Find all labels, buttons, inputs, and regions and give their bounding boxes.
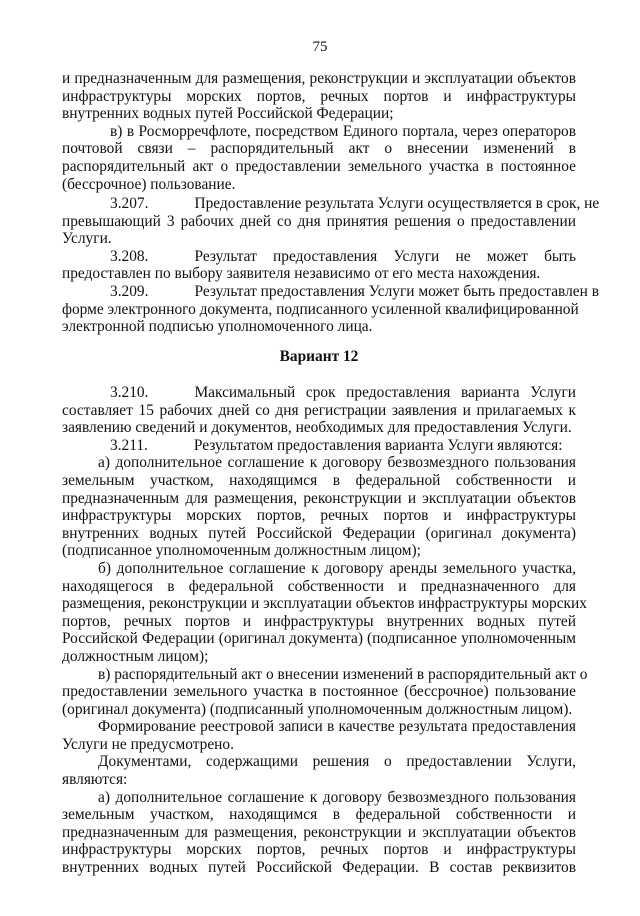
text-line: [62, 718, 576, 736]
line-text: являются:: [62, 771, 128, 789]
text-line: [62, 701, 576, 719]
text-line: [62, 437, 576, 455]
text-line: [62, 384, 576, 402]
line-text: почтовой связи – распорядительный акт о внесении изменений в: [62, 140, 576, 158]
text-line: [62, 841, 576, 859]
text-block-3: [62, 384, 588, 877]
text-line: [62, 105, 576, 123]
clause-number: 3.208.: [110, 247, 149, 265]
text-line: [62, 665, 588, 684]
line-text: Документами, содержащими решения о предоставлении Услуги,: [98, 753, 576, 771]
line-text: предназначенным для размещения, реконструкции и эксплуатации объектов: [62, 823, 576, 841]
line-text: Результат предоставления Услуги не может быть: [194, 247, 576, 265]
text-line: [62, 158, 576, 176]
line-text: электронной подписью уполномоченного лица.: [62, 318, 373, 336]
text-line: [62, 318, 576, 336]
line-text: Услуги.: [62, 230, 112, 248]
text-block-1: [62, 70, 576, 193]
clause-number: 3.211.: [110, 436, 148, 454]
line-text: Услуги не предусмотрено.: [62, 735, 234, 753]
line-text: а) дополнительное соглашение к договору безвозмездного пользования: [98, 454, 576, 472]
line-text: земельным участком, находящимся в федеральной собственности и: [62, 806, 576, 824]
clause-number: 3.210.: [110, 384, 149, 401]
text-line: [62, 419, 576, 437]
line-text: Формирование реестровой записи в качестве результата предоставления: [98, 718, 576, 736]
text-line: [62, 806, 576, 824]
line-text: должностным лицом);: [62, 647, 209, 665]
line-text: Максимальный срок предоставления варианта Услуги: [194, 384, 576, 401]
line-text: Результатом предоставления варианта Услуги являются:: [193, 436, 563, 454]
line-text: предназначенным для размещения, реконструкции и эксплуатации объектов: [62, 489, 576, 507]
line-text: Российской Федерации (оригинал документа) (подписанное уполномоченным: [62, 630, 576, 648]
text-line: [62, 683, 576, 701]
line-text: Результат предоставления Услуги может быть предоставлен в: [194, 282, 599, 300]
text-line: [62, 595, 587, 613]
text-line: [62, 525, 576, 543]
text-line: [62, 123, 576, 141]
clause-number: 3.207.: [110, 195, 149, 212]
line-text: (подписанное уполномоченным должностным лицом);: [62, 542, 421, 560]
text-line: [62, 88, 576, 106]
text-line: [62, 630, 576, 648]
line-text: (оригинал документа) (подписанный уполномоченным должностным лицом).: [62, 700, 573, 718]
text-line: [62, 859, 576, 877]
text-line: [62, 402, 576, 420]
line-text: портов, речных портов и инфраструктуры внутренних водных путей: [62, 612, 576, 630]
text-line: [62, 736, 576, 754]
line-text: предоставлении земельного участка в постоянное (бессрочное) пользование: [62, 683, 576, 701]
line-text: находящегося в федеральной собственности и предназначенного для: [62, 577, 576, 595]
text-line: [62, 195, 600, 213]
text-line: [62, 507, 576, 525]
text-line: [62, 213, 576, 231]
line-text: внутренних водных путей Российской Федерации. В состав реквизитов: [62, 859, 576, 877]
line-text: в) распорядительный акт о внесении изменений в распорядительный акт о: [98, 665, 588, 683]
line-text: инфраструктуры морских портов, речных портов и инфраструктуры: [62, 87, 576, 105]
line-text: внутренних водных путей Российской Федерации (оригинал документа): [62, 524, 576, 542]
line-text: размещения, реконструкции и эксплуатации объектов инфраструктуры морских: [62, 595, 587, 613]
text-line: [62, 753, 576, 771]
text-line: [62, 300, 579, 319]
text-line: [62, 140, 576, 158]
line-text: распорядительный акт о предоставлении земельного участка в постоянное: [62, 157, 576, 175]
text-line: [62, 789, 576, 807]
line-text: земельным участком, находящимся в федеральной собственности и: [62, 471, 576, 489]
clause-number: 3.209.: [110, 282, 149, 300]
text-line: [62, 70, 576, 88]
text-line: [62, 472, 576, 490]
line-text: заявлению сведений и документов, необходимых для предоставления Услуги.: [62, 419, 572, 437]
line-text: (бессрочное) пользование.: [62, 175, 236, 193]
text-line: [62, 648, 576, 666]
line-text: Предоставление результата Услуги осуществляется в срок, не: [194, 195, 600, 212]
text-line: [62, 248, 576, 266]
text-line: [62, 613, 576, 631]
text-line: [62, 578, 576, 596]
text-line: [62, 824, 576, 842]
line-text: составляет 15 рабочих дней со дня регистрации заявления и прилагаемых к: [62, 401, 576, 419]
text-line: [62, 490, 576, 508]
page-number: 75: [312, 39, 328, 55]
line-text: превышающий 3 рабочих дней со дня принятия решения о предоставлении: [62, 212, 576, 230]
line-text: инфраструктуры морских портов, речных портов и инфраструктуры: [62, 507, 576, 525]
line-text: а) дополнительное соглашение к договору безвозмездного пользования: [98, 788, 576, 806]
line-text: предоставлен по выбору заявителя независимо от его места нахождения.: [62, 265, 541, 283]
line-text: инфраструктуры морских портов, речных портов и инфраструктуры: [62, 841, 576, 859]
text-line: [62, 560, 576, 578]
line-text: внутренних водных путей Российской Федерации;: [62, 105, 394, 123]
text-line: [62, 771, 576, 789]
text-line: [62, 542, 576, 560]
text-line: [62, 230, 576, 248]
line-text: в) в Росморречфлоте, посредством Единого портала, через операторов: [110, 122, 576, 140]
line-text: б) дополнительное соглашение к договору аренды земельного участка,: [98, 559, 576, 577]
text-block-2: [62, 195, 600, 336]
text-line: [62, 265, 576, 283]
line-text: форме электронного документа, подписанного усиленной квалифицированной: [62, 300, 579, 318]
text-line: [62, 282, 599, 301]
text-line: [62, 176, 576, 194]
section-title: Вариант 12: [279, 348, 359, 365]
line-text: и предназначенным для размещения, реконструкции и эксплуатации объектов: [62, 70, 576, 87]
text-line: [62, 454, 576, 472]
